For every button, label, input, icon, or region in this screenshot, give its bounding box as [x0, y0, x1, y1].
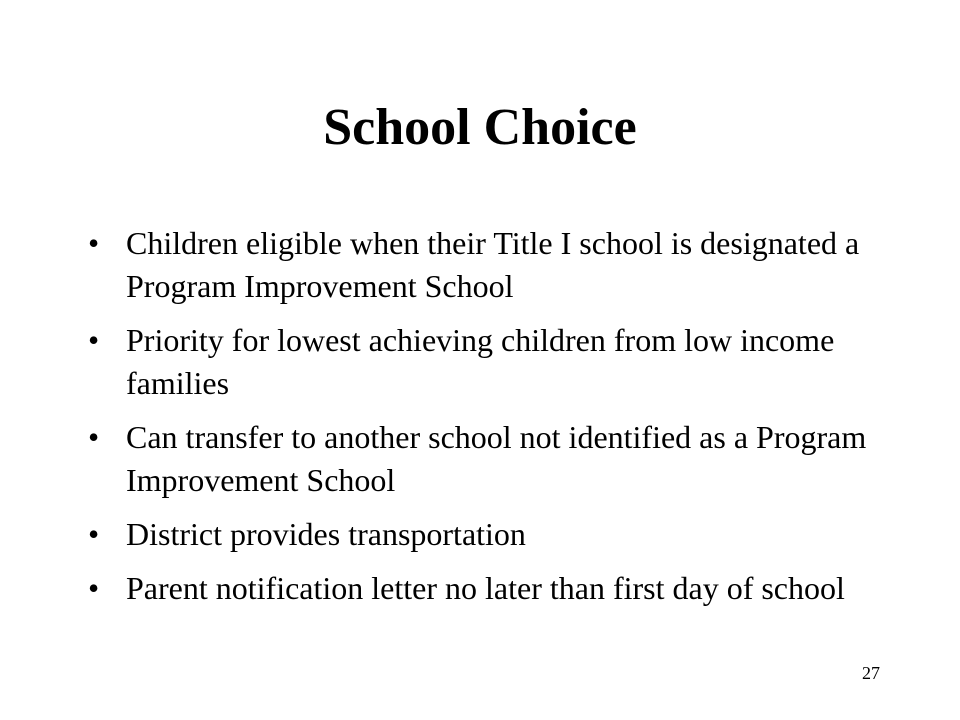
bullet-marker: •: [88, 570, 100, 606]
bullet-marker: •: [88, 516, 100, 552]
bullet-text: Parent notification letter no later than first day of school: [126, 570, 845, 606]
bullet-text: Priority for lowest achieving children from low income families: [126, 322, 835, 401]
bullet-item-transportation: [88, 513, 888, 556]
page-number: 27: [862, 663, 880, 683]
bullet-list: [88, 222, 888, 621]
bullet-marker: •: [88, 225, 100, 261]
bullet-item-notification: [88, 567, 888, 610]
bullet-text: District provides transportation: [126, 516, 526, 552]
bullet-item-priority: [88, 319, 888, 405]
bullet-text: Can transfer to another school not identified as a Program Improvement School: [126, 419, 867, 498]
bullet-item-eligibility: [88, 222, 888, 308]
bullet-marker: •: [88, 419, 100, 455]
slide-title: School Choice: [323, 99, 637, 156]
bullet-text: Children eligible when their Title I school is designated a Program Improvement School: [126, 225, 860, 304]
bullet-marker: •: [88, 322, 100, 358]
bullet-item-transfer: [88, 416, 888, 502]
